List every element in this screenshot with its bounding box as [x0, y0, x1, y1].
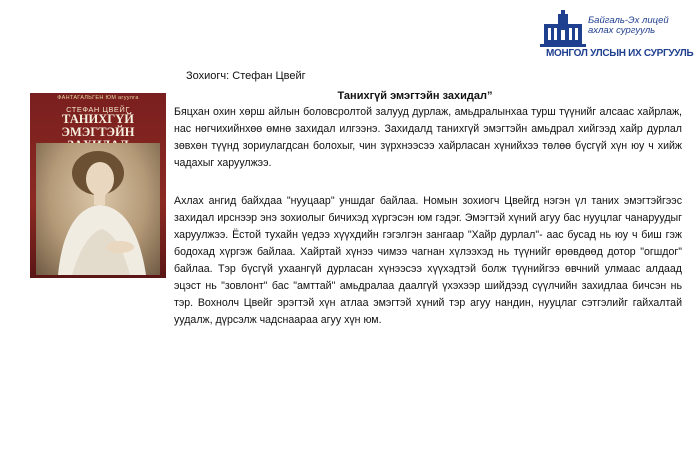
university-logo: [540, 10, 694, 62]
university-building-icon: [540, 10, 586, 48]
article-title: Танихгүй эмэгтэйн захидал”: [337, 90, 493, 102]
author-line: Зохиогч: Стефан Цвейг: [186, 70, 306, 82]
book-portrait-image: [36, 143, 160, 275]
book-series: ФАНТАГАЛЬГЕН ЮМ агуулга: [57, 95, 139, 101]
book-author: СТЕФАН ЦВЕЙГ: [66, 105, 130, 114]
book-title: ТАНИХГҮЙ ЭМЭГТЭЙН: [61, 112, 135, 139]
paragraph-1: Бяцхан охин хөрш айлын боловсролтой залууд дурлаж, амьдралынхаа турш түүнийг алсаас хайрлаж, нас нөгчихийнхөө өмнө захидал илгээнэ. Захидалд танихгүй эмэгтэйн амьдрал хийгээд хайр дурлал зөвхөн түүнд зориулагдсан болохыг, чин зүрхнээсээ хайрласан хүнийхээ төлөө бүсгүй хүн юу ч хийж чадахыг харуулжээ.: [174, 106, 682, 169]
school-name: Байгаль-Эх лицей ахлах сургууль: [588, 15, 669, 36]
book-cover: [30, 93, 166, 278]
paragraph-2: Ахлах ангид байхдаа "нууцаар" уншдаг байлаа. Номын зохиогч Цвейгд нэгэн үл таних эмэгтэйгээс захидал ирснээр энэ зохиолыг бичихэд хүргэсэн юм гэдэг. Эмэгтэй хүний агуу бас нууцлаг чанаруудыг харуулжээ. Ёстой тухайн үедээ хүүхдийн гэгэлгэн зангаар "Хайр дурлал"- аас бусад нь юу ч биш гэж бодохад хүргэж байлаа. Хайртай хүнээ чимээ чагнан хүлээхэд нь түүнийг өрөвдөөд дотор "огшдог" байлаа. Тэр бүсгүй ухаангүй дурласан хүнээсээ хүүхэдтэй болж түүнийгээ өвчний улмаас алдаад эцэст нь "зовлонт" бас "амттай" амьдралаа даалгүй үхэхээр шийдээд сүүлчийн захидлаа бичсэн нь тэр. Вохнолч Цвейг эрэгтэй хүн атлаа эмэгтэй хүний тэр агуу нандин, нууцлаг сэтгэлийг гайхалтай уудалж, дүрсэлж чадснаараа агуу хүн юм.: [174, 195, 682, 326]
university-name: МОНГОЛ УЛСЫН ИХ СУРГУУЛЬ: [546, 48, 694, 59]
